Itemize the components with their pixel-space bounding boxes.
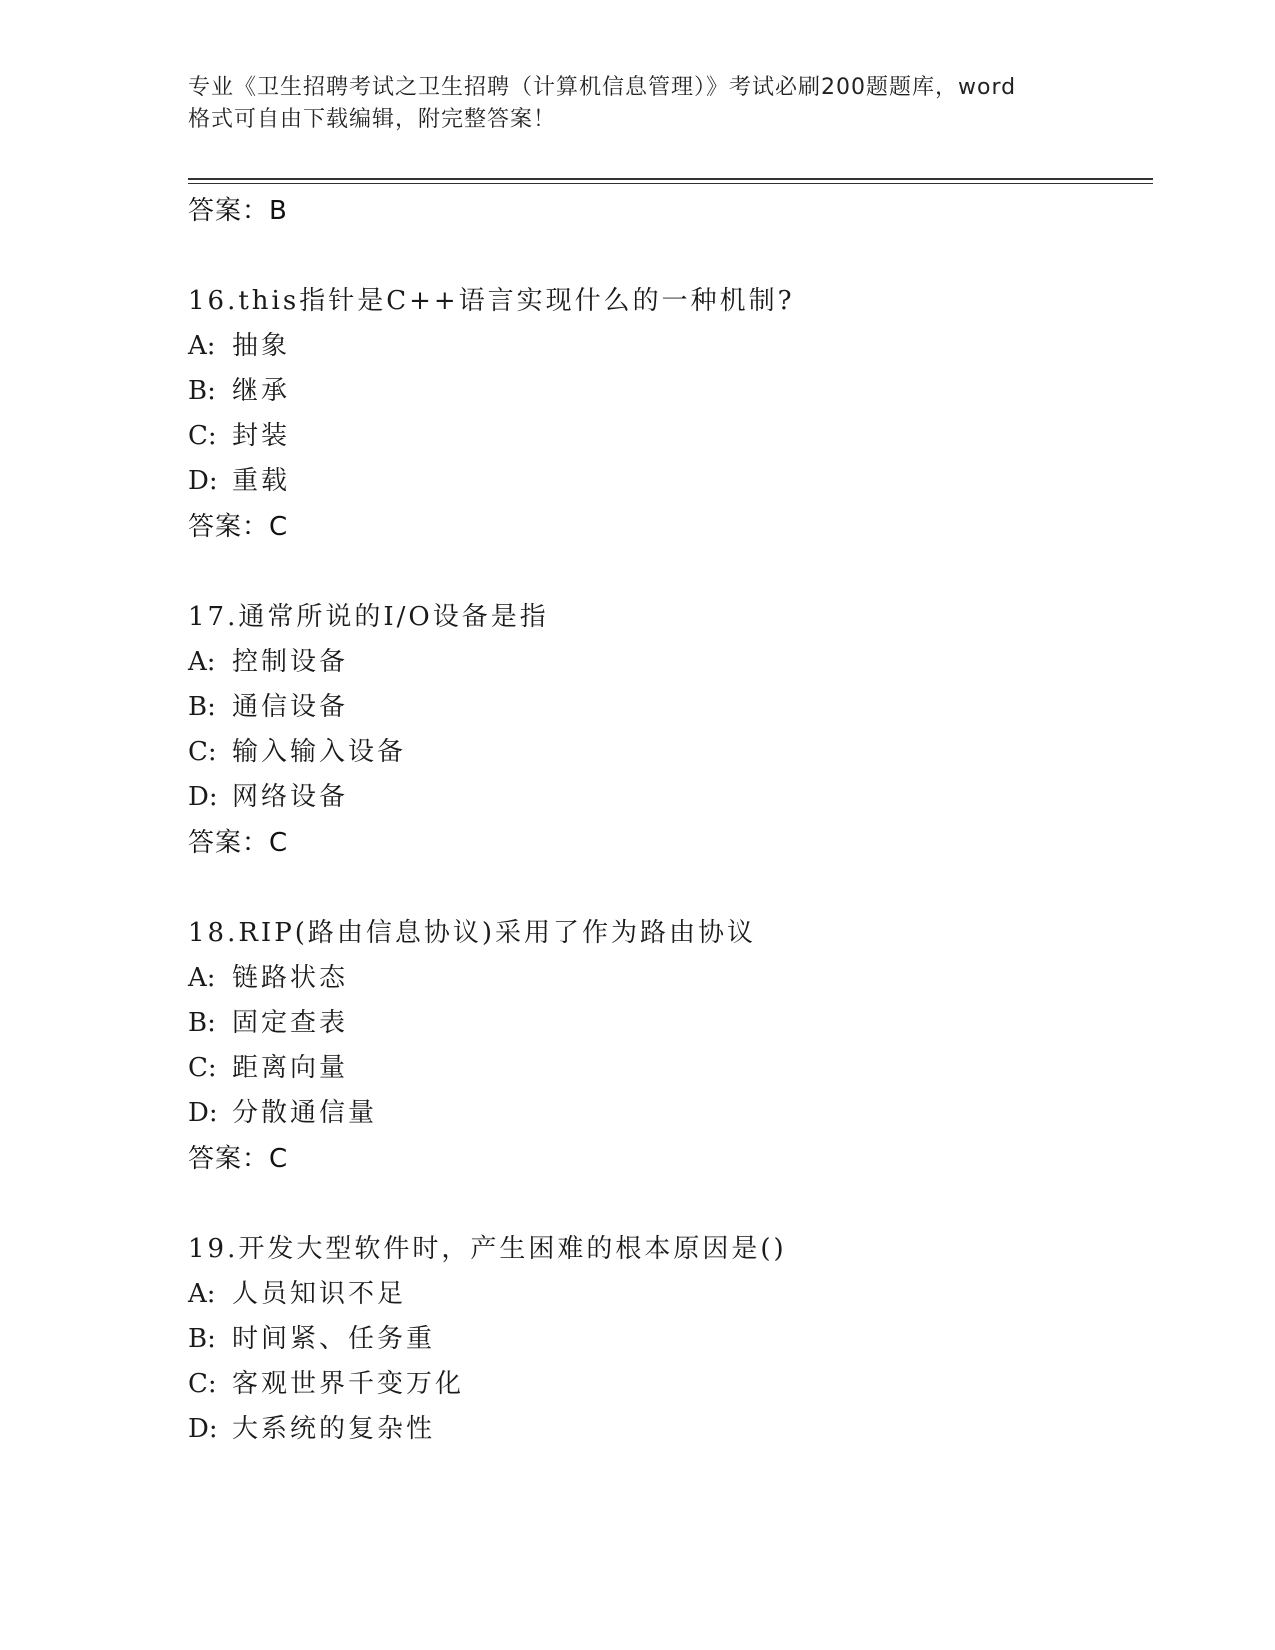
answer-label: 答案：	[188, 512, 270, 542]
option-b	[188, 1317, 1148, 1362]
header-line-1: 专业《卫生招聘考试之卫生招聘（计算机信息管理）》考试必刷200题题库，word	[188, 75, 1017, 100]
option-text: 大系统的复杂性	[232, 1414, 436, 1444]
option-text: 距离向量	[232, 1053, 349, 1083]
option-key: C:	[188, 1369, 217, 1399]
option-key: D:	[188, 466, 218, 496]
question-block	[188, 594, 1148, 866]
option-d	[188, 1407, 1148, 1452]
option-c	[188, 1362, 1148, 1407]
option-b	[188, 685, 1148, 730]
answer-line	[188, 188, 1148, 234]
option-key: D:	[188, 1414, 218, 1444]
option-c	[188, 1046, 1148, 1091]
option-key: B:	[188, 692, 216, 722]
question-block	[188, 278, 1148, 550]
header-line-2: 格式可自由下载编辑，附完整答案！	[188, 107, 557, 132]
question-text: 16.this指针是C++语言实现什么的一种机制?	[188, 286, 795, 316]
option-text: 时间紧、任务重	[232, 1324, 436, 1354]
option-key: C:	[188, 1053, 217, 1083]
answer-label: 答案：	[188, 828, 270, 858]
option-key: A:	[188, 1279, 216, 1309]
option-text: 抽象	[232, 331, 291, 361]
option-key: B:	[188, 1324, 216, 1354]
option-key: B:	[188, 1008, 216, 1038]
option-key: D:	[188, 782, 218, 812]
option-a	[188, 640, 1148, 685]
answer-value: C	[269, 512, 288, 542]
option-text: 链路状态	[232, 963, 349, 993]
option-text: 继承	[232, 376, 291, 406]
answer-value: B	[269, 196, 287, 226]
option-c	[188, 414, 1148, 459]
option-text: 通信设备	[232, 692, 349, 722]
answer-line	[188, 820, 1148, 866]
option-key: A:	[188, 331, 216, 361]
option-text: 客观世界千变万化	[232, 1369, 465, 1399]
answer-label: 答案：	[188, 196, 270, 226]
option-d	[188, 775, 1148, 820]
option-d	[188, 459, 1148, 504]
answer-value: C	[269, 828, 288, 858]
option-a	[188, 956, 1148, 1001]
option-c	[188, 730, 1148, 775]
option-b	[188, 369, 1148, 414]
option-key: B:	[188, 376, 216, 406]
option-key: C:	[188, 737, 217, 767]
page-header	[188, 72, 1088, 136]
option-text: 固定查表	[232, 1008, 349, 1038]
option-key: A:	[188, 647, 216, 677]
option-b	[188, 1001, 1148, 1046]
question-block	[188, 1226, 1148, 1452]
question-text: 17.通常所说的I/O设备是指	[188, 602, 549, 632]
option-text: 封装	[232, 421, 291, 451]
question-text: 19.开发大型软件时，产生困难的根本原因是()	[188, 1234, 787, 1264]
document-body	[188, 188, 1148, 1452]
answer-label: 答案：	[188, 1144, 270, 1174]
answer-line	[188, 504, 1148, 550]
option-key: D:	[188, 1098, 218, 1128]
option-d	[188, 1091, 1148, 1136]
question-block	[188, 910, 1148, 1182]
option-key: A:	[188, 963, 216, 993]
header-divider	[188, 178, 1153, 184]
option-text: 网络设备	[232, 782, 349, 812]
option-text: 人员知识不足	[232, 1279, 407, 1309]
option-text: 输入输入设备	[232, 737, 407, 767]
option-a	[188, 1272, 1148, 1317]
option-key: C:	[188, 421, 217, 451]
answer-value: C	[269, 1144, 288, 1174]
option-text: 重载	[232, 466, 291, 496]
option-text: 控制设备	[232, 647, 349, 677]
question-text: 18.RIP(路由信息协议)采用了作为路由协议	[188, 918, 756, 948]
option-a	[188, 324, 1148, 369]
answer-line	[188, 1136, 1148, 1182]
option-text: 分散通信量	[232, 1098, 378, 1128]
